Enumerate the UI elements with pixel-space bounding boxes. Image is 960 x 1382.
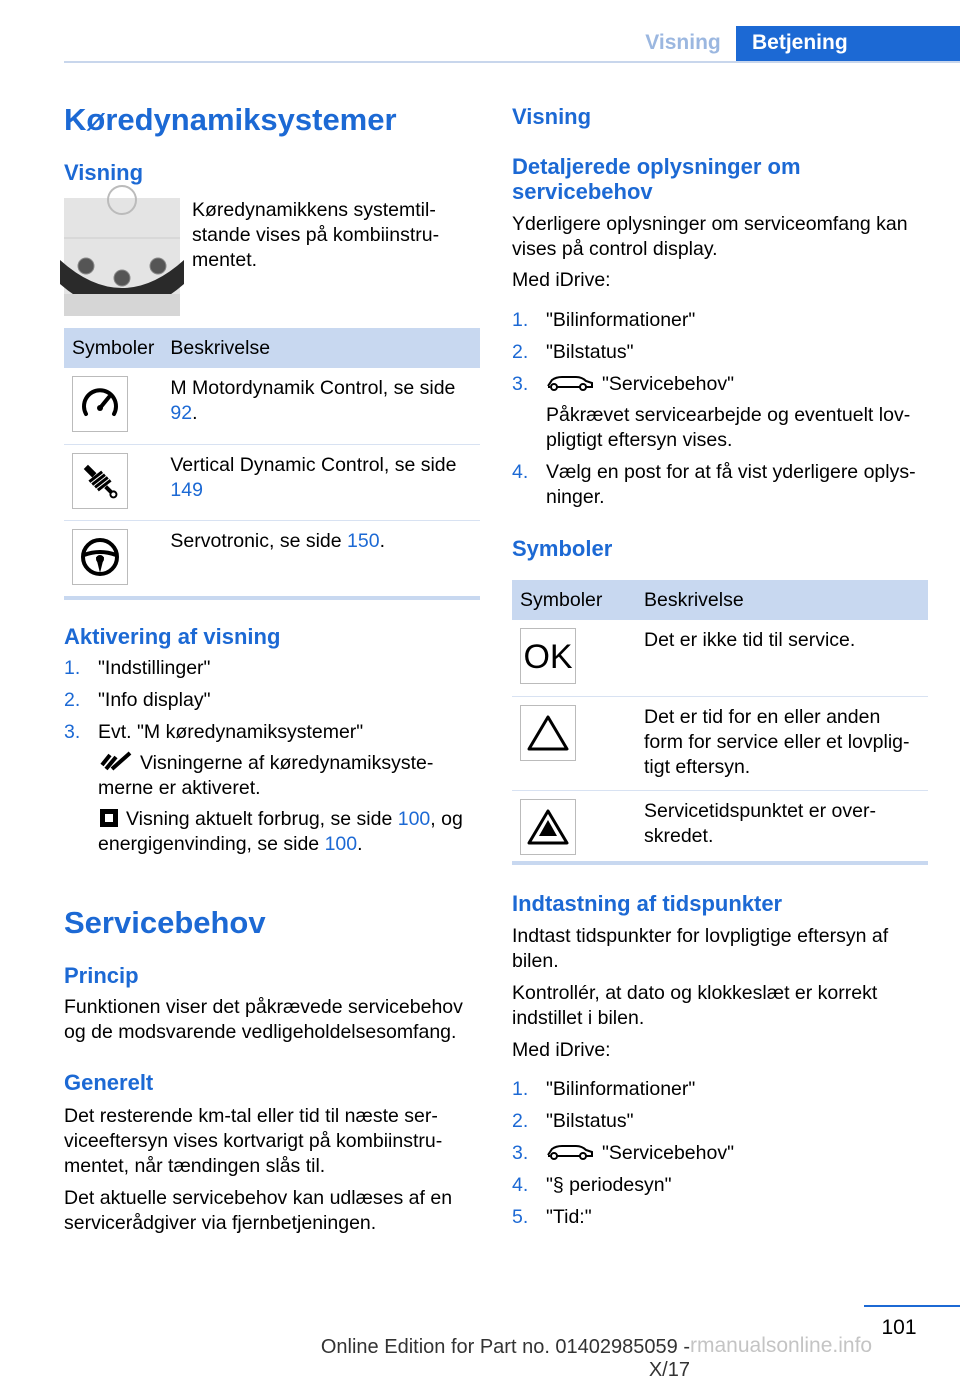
table-cell-suffix: .: [379, 529, 386, 552]
princip-text: Funktionen viser det påkrævede servicebehov og de modsvarende vedligeholdelsesomfang.: [64, 996, 463, 1043]
checked-option-text: Visningerne af køredynamiksystemerne er aktiveret.: [98, 752, 434, 799]
ok-icon: [520, 628, 576, 684]
table-cell-text: Servotronic, se side: [170, 529, 348, 552]
step-text: "Bilstatus": [546, 1110, 634, 1132]
step-number: 2.: [64, 689, 81, 711]
list-item: [512, 340, 928, 365]
aktivering-steps: [64, 656, 480, 864]
list-item: [512, 372, 928, 453]
step-text: "Info display": [98, 689, 211, 711]
table-row: [512, 620, 928, 696]
checkbox-unchecked-icon: [100, 809, 118, 827]
step-number: 3.: [512, 373, 529, 395]
step-text: Vælg en post for at få vist yderligere oplysninger.: [546, 461, 916, 508]
table-row: [64, 520, 480, 596]
step-text: "Servicebehov": [602, 373, 734, 395]
table-bottom-bar: [512, 861, 928, 865]
table-cell-suffix: .: [192, 402, 198, 424]
table-bottom-bar: [64, 596, 480, 600]
checked-option: [98, 751, 480, 801]
page-link-100-b[interactable]: 100: [324, 833, 358, 855]
indtast-text-2: Kontrollér, at dato og klokkeslæt er korrekt indstillet i bilen.: [512, 982, 878, 1029]
tab-visning[interactable]: Visning: [645, 31, 721, 54]
subheading-detaljerede: Detaljerede oplysninger om servicebehov: [512, 154, 801, 204]
page-link-92[interactable]: 92: [170, 402, 193, 424]
footer-divider: [864, 1305, 960, 1307]
list-item: [512, 1205, 928, 1230]
unchecked-text-c: .: [357, 833, 363, 855]
generelt-text-1: Det resterende km-tal eller tid til næste serviceeftersyn vises kortvarigt på kombiinstrumentet, når tændingen slås til.: [64, 1105, 443, 1177]
subheading-visning-right: Visning: [512, 104, 592, 129]
indtast-steps: [512, 1077, 928, 1237]
subheading-visning: Visning: [64, 160, 144, 185]
detail-steps: [512, 308, 928, 517]
tab-betjening[interactable]: Betjening: [736, 26, 960, 62]
step-number: 1.: [64, 657, 81, 679]
watermark: rmanualsonline.info: [690, 1334, 873, 1357]
step-number: 2.: [512, 341, 529, 363]
steering-wheel-icon: [72, 529, 128, 585]
unchecked-text-b: , og energigenvinding, se side: [98, 808, 463, 855]
detail-text: Yderligere oplysninger om serviceomfang kan vises på control display.: [512, 213, 908, 260]
visning-description: Køredynamikkens systemtilstande vises på kombiinstrumentet.: [192, 199, 440, 271]
speedometer-icon: [72, 376, 128, 432]
table-row: [64, 368, 480, 444]
table-cell-text: Det er ikke tid til service.: [636, 620, 928, 696]
table-header-symboler: Symboler: [64, 328, 162, 368]
table-header-beskrivelse: Beskrivelse: [636, 580, 928, 620]
checkbox-checked-icon: [100, 751, 134, 771]
table-row: [512, 696, 928, 790]
step-number: 4.: [512, 1174, 529, 1196]
edition-text: Online Edition for Part no. 01402985059 - X/17: [320, 1336, 690, 1381]
header-divider: [64, 61, 960, 63]
indtast-text-1: Indtast tidspunkter for lovpligtige eftersyn af bilen.: [512, 925, 889, 972]
table-row: [64, 444, 480, 520]
unchecked-text-a: Visning aktuelt forbrug, se side: [126, 808, 398, 830]
list-item: [64, 688, 480, 713]
table-cell-text: Servicetidspunktet er overskredet.: [644, 799, 876, 847]
page-link-150[interactable]: 150: [347, 529, 380, 552]
step-text: "§ periodesyn": [546, 1174, 672, 1196]
section-title-servicebehov: Servicebehov: [64, 905, 266, 940]
step-number: 5.: [512, 1206, 529, 1228]
table-row: [512, 790, 928, 866]
step-subtext: Påkrævet servicearbejde og eventuelt lovpligtigt eftersyn vises.: [546, 404, 911, 451]
step-text: "Bilinformationer": [546, 309, 696, 331]
step-text: "Servicebehov": [602, 1142, 734, 1164]
step-number: 4.: [512, 461, 529, 483]
table-cell-text: Det er tid for en eller anden form for service eller et lovpligtigt eftersyn.: [636, 696, 928, 790]
symbol-table-right: [512, 580, 928, 866]
step-number: 3.: [512, 1142, 529, 1164]
symbol-table-left: [64, 328, 480, 596]
subheading-princip: Princip: [64, 963, 139, 988]
step-text: "Bilinformationer": [546, 1078, 696, 1100]
list-item: [512, 1141, 928, 1166]
subheading-generelt: Generelt: [64, 1070, 154, 1095]
unchecked-option: [98, 807, 480, 857]
page-link-100-a[interactable]: 100: [397, 808, 431, 830]
warning-triangle-exclamation-icon: [520, 799, 576, 855]
table-cell-text: M Motordynamik Control, se side: [170, 377, 456, 399]
page-number: 101: [881, 1316, 917, 1339]
list-item: [512, 460, 928, 510]
list-item: [512, 1077, 928, 1102]
table-header-symboler: Symboler: [512, 580, 636, 620]
step-number: 1.: [512, 1078, 529, 1100]
list-item: [64, 720, 480, 857]
step-number: 1.: [512, 309, 529, 331]
svg-text:OK: OK: [523, 638, 573, 676]
list-item: [512, 1109, 928, 1134]
idrive-label: Med iDrive:: [512, 269, 611, 291]
subheading-aktivering: Aktivering af visning: [64, 624, 281, 649]
list-item: [512, 1173, 928, 1198]
list-item: [64, 656, 480, 681]
subheading-symboler: Symboler: [512, 536, 613, 561]
step-number: 3.: [64, 721, 81, 743]
warning-triangle-icon: [520, 705, 576, 761]
list-item: [512, 308, 928, 333]
car-icon: [546, 374, 594, 392]
shock-absorber-icon: [72, 453, 128, 509]
step-text: "Tid:": [546, 1206, 592, 1228]
step-text: "Indstillinger": [98, 657, 211, 679]
step-text: "Bilstatus": [546, 341, 634, 363]
car-icon: [546, 1143, 594, 1161]
step-text: Evt. "M køredynamiksystemer": [98, 721, 364, 743]
idrive-label-2: Med iDrive:: [512, 1039, 611, 1061]
generelt-text-2: Det aktuelle servicebehov kan udlæses af en servicerådgiver via fjernbetjeningen.: [64, 1187, 453, 1234]
page-link-149[interactable]: 149: [170, 478, 203, 501]
table-cell-text: Vertical Dynamic Control, se side: [170, 453, 457, 476]
subheading-indtastning: Indtastning af tidspunkter: [512, 891, 783, 916]
instrument-cluster-image: [64, 198, 180, 316]
section-title-koredynamiksystemer: Køredynamiksystemer: [64, 102, 397, 137]
step-number: 2.: [512, 1110, 529, 1132]
table-header-beskrivelse: Beskrivelse: [162, 328, 480, 368]
